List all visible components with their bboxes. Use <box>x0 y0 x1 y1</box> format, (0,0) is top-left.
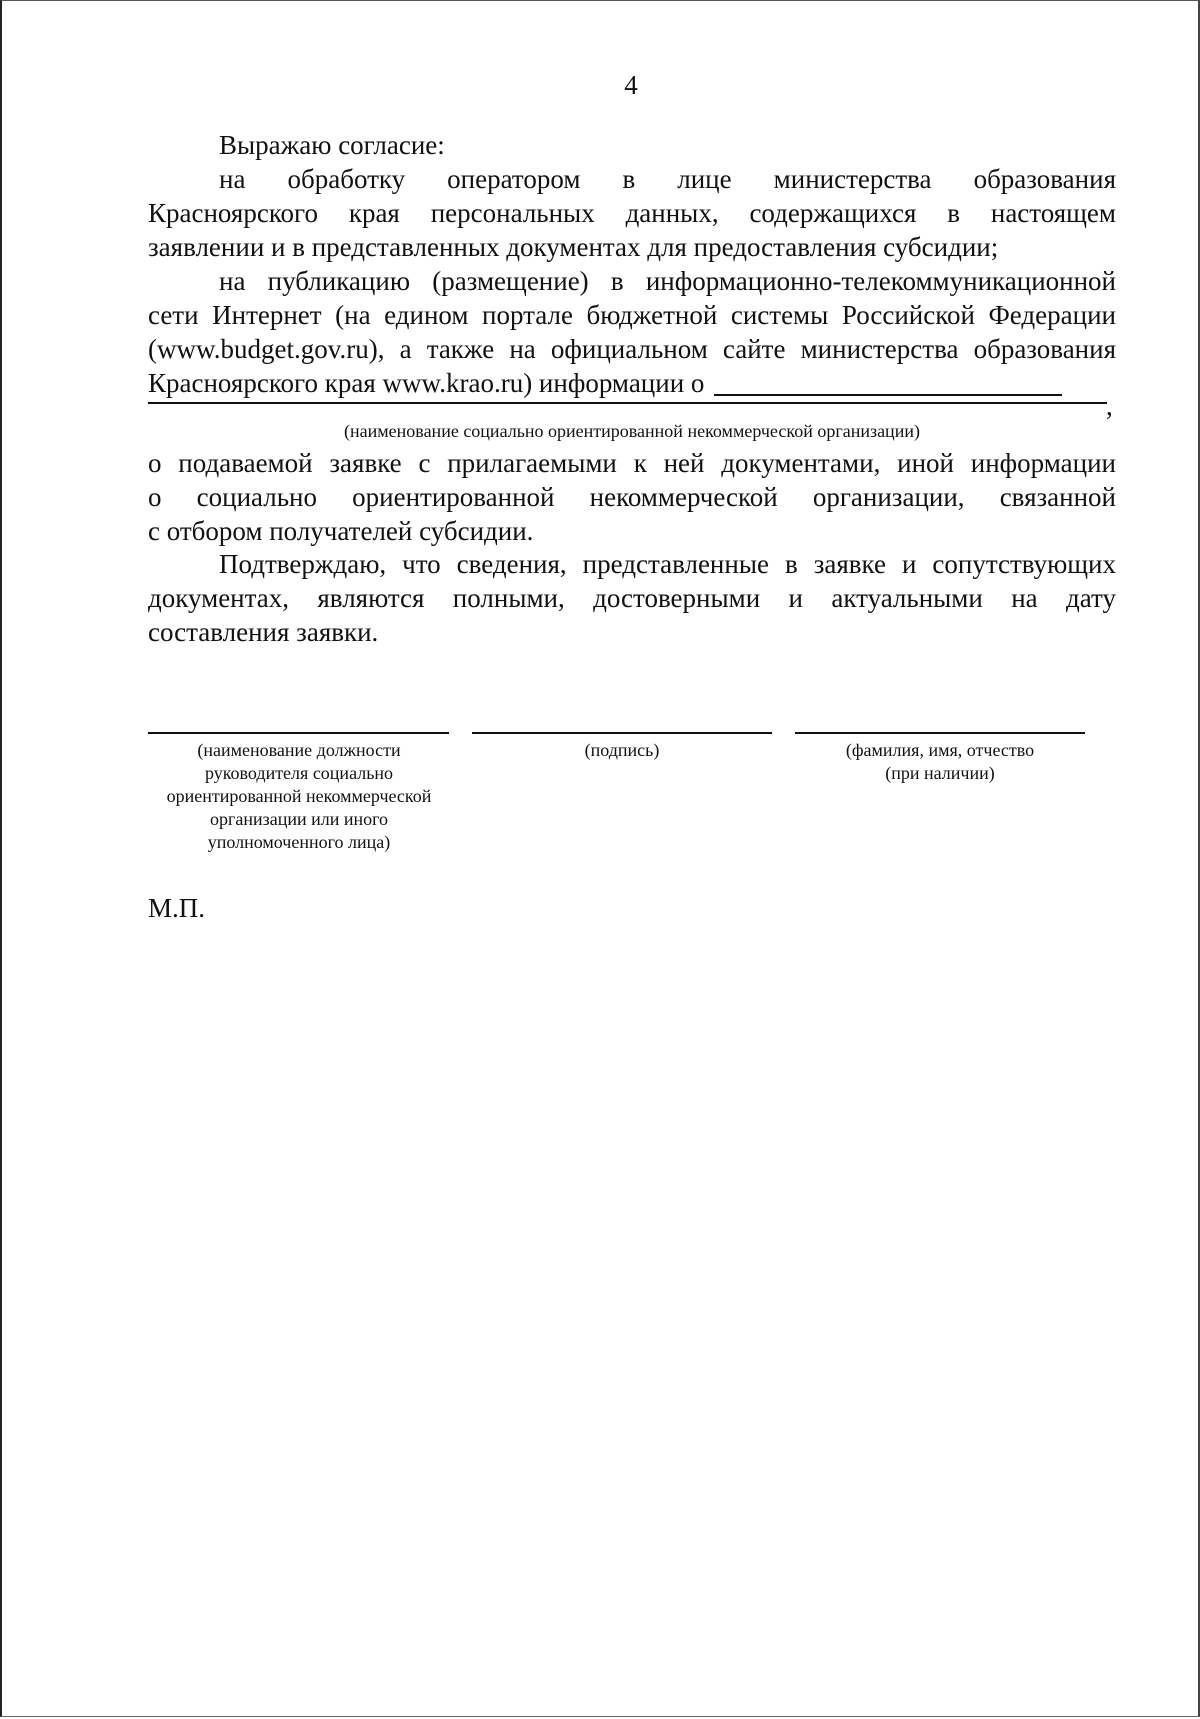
consent-continuation <box>148 446 1116 548</box>
org-name-caption: (наименование социально ориентированной некоммерческой организации) <box>344 421 920 441</box>
position-caption-line-4: организации или иного <box>209 809 389 829</box>
continuation-line-2: о социально ориентированной некоммерческой организации, связанной <box>148 482 1116 512</box>
name-caption-line-2: (при наличии) <box>885 763 995 783</box>
position-blank-line <box>148 732 449 734</box>
position-caption <box>140 739 458 854</box>
signature-caption-line: (подпись) <box>584 740 660 760</box>
org-name-comma: , <box>1106 391 1113 421</box>
publication-line-4 <box>148 366 1116 400</box>
consent-heading: Выражаю согласие: <box>219 130 445 160</box>
confirmation-line-2: документах, являются полными, достоверными и актуальными на дату <box>148 583 1116 613</box>
name-caption-line-1: (фамилия, имя, отчество <box>845 740 1035 760</box>
stamp-place-mark: М.П. <box>148 893 206 923</box>
signature-caption <box>472 739 772 762</box>
name-blank-line <box>795 732 1085 734</box>
page-number: 4 <box>624 70 638 100</box>
continuation-line-1: о подаваемой заявке с прилагаемыми к ней документами, иной информации <box>148 448 1116 478</box>
signature-blank-line <box>472 732 772 734</box>
position-caption-line-1: (наименование должности <box>197 740 401 760</box>
confirmation-section <box>148 547 1116 649</box>
confirmation-line-3: составления заявки. <box>148 617 379 647</box>
processing-line-1: на обработку оператором в лице министерства образования <box>219 164 1116 194</box>
publication-line-1: на публикацию (размещение) в информационно-телекоммуникационной <box>219 266 1116 296</box>
publication-line-3: (www.budget.gov.ru), а также на официальном сайте министерства образования <box>148 334 1116 364</box>
org-name-blank-inline <box>714 368 1062 396</box>
position-caption-line-3: ориентированной некоммерческой <box>166 786 432 806</box>
position-caption-line-2: руководителя социально <box>204 763 394 783</box>
processing-line-3: заявлении и в представленных документах для предоставления субсидии; <box>148 232 999 262</box>
processing-line-2: Красноярского края персональных данных, содержащихся в настоящем <box>148 198 1116 228</box>
name-caption <box>795 739 1085 785</box>
publication-line-2: сети Интернет (на едином портале бюджетной системы Российской Федерации <box>148 300 1116 330</box>
consent-section <box>148 128 1116 400</box>
position-caption-line-5: уполномоченного лица) <box>207 832 391 852</box>
confirmation-line-1: Подтверждаю, что сведения, представленные в заявке и сопутствующих <box>219 549 1116 579</box>
continuation-line-3: с отбором получателей субсидии. <box>148 516 534 546</box>
publication-line-4-text: Красноярского края www.krao.ru) информации о <box>148 368 705 398</box>
org-name-blank-line <box>148 402 1107 404</box>
